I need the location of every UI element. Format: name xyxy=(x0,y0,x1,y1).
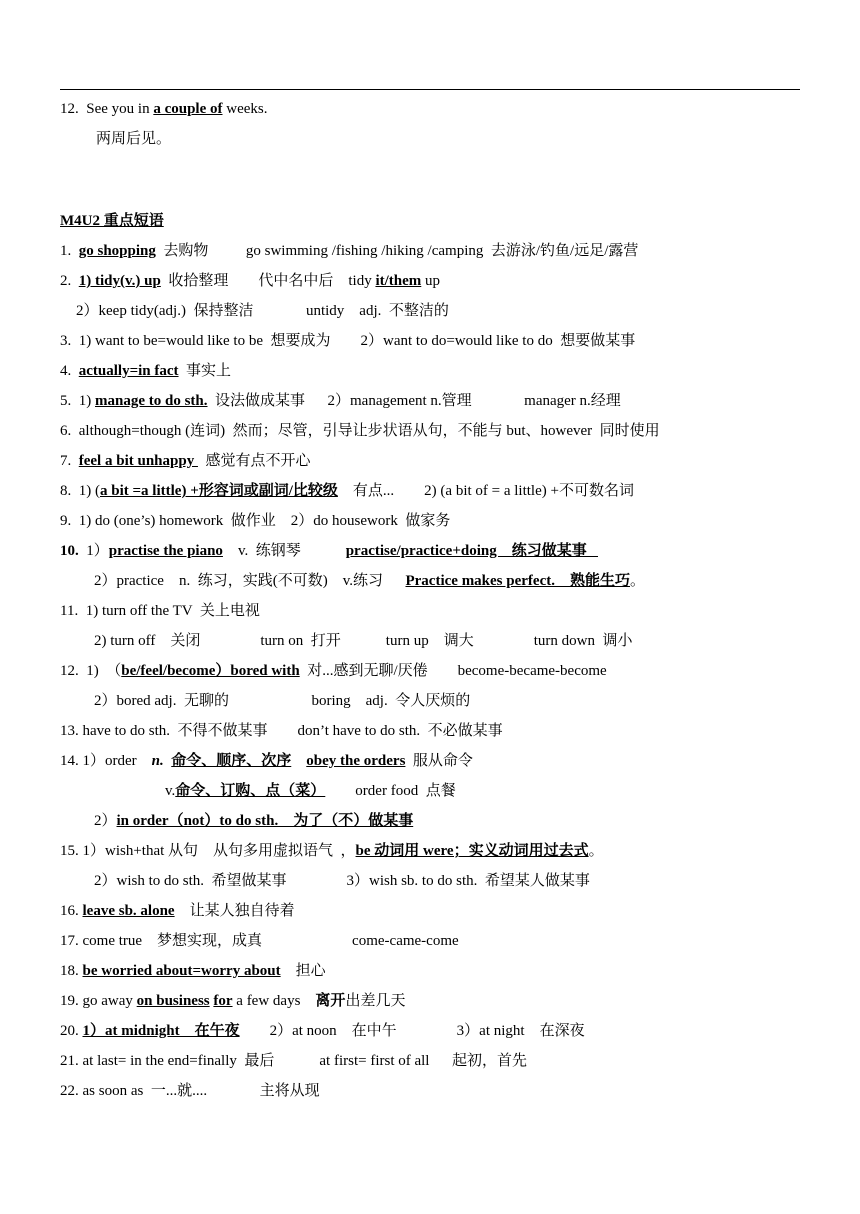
section-title xyxy=(60,211,164,231)
phrase-item-3: 3. 1) want to be=would like to be 想要成为 2）want to do=would like to do 想要做某事 xyxy=(60,333,636,349)
key-phrase: for xyxy=(213,993,233,1009)
phrase-item-5: 5. 1) manage to do sth. 设法做成某事 2）management n.管理 manager n.经理 xyxy=(60,393,621,409)
phrase-item-11-sub: 2) turn off 关闭 turn on 打开 turn up 调大 turn down 调小 xyxy=(94,633,633,649)
key-phrase: practise/practice+doing 练习做某事 xyxy=(345,543,598,559)
phrase-item-8: 8. 1) (a bit =a little) +形容词或副词/比较级 有点... 2) (a bit of = a little) +不可数名词 xyxy=(60,483,634,499)
phrase-item-14: 14. 1）order n. 命令、顺序、次序 obey the orders 服从命令 xyxy=(60,753,473,769)
phrase-item-16: 16. leave sb. alone 让某人独自待着 xyxy=(60,903,295,919)
key-phrase: 1) tidy(v.) up xyxy=(78,273,161,289)
key-phrase: 命令、订购、点（菜） xyxy=(175,783,326,799)
phrase-item-10-sub: 2）practice n. 练习，实践(不可数) v.练习 Practice makes perfect. 熟能生巧。 xyxy=(94,573,646,589)
key-phrase: Practice makes perfect. 熟能生巧 xyxy=(405,573,630,589)
key-phrase: practise the piano xyxy=(108,543,223,559)
key-phrase: a bit =a little) +形容词或副词/比较级 xyxy=(100,483,338,499)
key-phrase: leave sb. alone xyxy=(82,903,175,919)
key-phrase: it/them xyxy=(375,273,422,289)
intro-sentence xyxy=(60,99,268,119)
phrase-item-11: 11. 1) turn off the TV 关上电视 xyxy=(60,603,260,619)
key-phrase: be/feel/become）bored with xyxy=(121,663,300,679)
phrase-item-17: 17. come true 梦想实现，成真 come-came-come xyxy=(60,933,459,949)
phrase-item-2: 2. 1) tidy(v.) up 收拾整理 代中名中后 tidy it/them up xyxy=(60,273,441,289)
phrase-item-20: 20. 1）at midnight 在午夜 2）at noon 在中午 3）at night 在深夜 xyxy=(60,1023,585,1039)
key-phrase: in order（not）to do sth. 为了（不）做某事 xyxy=(116,813,414,829)
phrase-item-9: 9. 1) do (one’s) homework 做作业 2）do housework 做家务 xyxy=(60,513,451,529)
sentence-text: 12. See you in xyxy=(60,101,154,117)
phrase-item-2-sub: 2）keep tidy(adj.) 保持整洁 untidy adj. 不整洁的 xyxy=(76,303,449,319)
key-phrase: obey the orders xyxy=(306,753,406,769)
sentence-text: weeks. xyxy=(222,101,268,117)
phrase-item-1: 1. go shopping 去购物 go swimming /fishing /hiking /camping 去游泳/钓鱼/远足/露营 xyxy=(60,243,639,259)
phrase-item-15: 15. 1）wish+that 从句 从句多用虚拟语气 ，be 动词用 were；实义动词用过去式。 xyxy=(60,843,604,859)
key-phrase: 命令、顺序、次序 xyxy=(171,753,292,769)
key-phrase: 1）at midnight 在午夜 xyxy=(82,1023,240,1039)
phrase-item-7: 7. feel a bit unhappy 感觉有点不开心 xyxy=(60,453,311,469)
phrase-item-14-sub: 2）in order（not）to do sth. 为了（不）做某事 xyxy=(94,813,414,829)
top-divider xyxy=(60,89,800,90)
key-phrase: be worried about=worry about xyxy=(82,963,281,979)
phrase-item-6: 6. although=though (连词) 然而；尽管，引导让步状语从句，不能与 but、however 同时使用 xyxy=(60,423,660,439)
translation-text: 两周后见。 xyxy=(96,131,172,147)
phrase-item-18: 18. be worried about=worry about 担心 xyxy=(60,963,326,979)
section-title-text: M4U2 重点短语 xyxy=(60,213,164,229)
phrase-item-14-verb: v.命令、订购、点（菜） order food 点餐 xyxy=(165,783,456,799)
key-phrase: feel a bit unhappy xyxy=(78,453,198,469)
key-phrase: manage to do sth. xyxy=(95,393,208,409)
phrase-item-10: 10. 1）practise the piano v. 练钢琴 practise/practice+doing 练习做某事 xyxy=(60,543,598,559)
phrase-item-22: 22. as soon as 一...就.... 主将从现 xyxy=(60,1083,320,1099)
phrase-item-4: 4. actually=in fact 事实上 xyxy=(60,363,232,379)
key-phrase: go shopping xyxy=(78,243,156,259)
phrase-item-13: 13. have to do sth. 不得不做某事 don’t have to do sth. 不必做某事 xyxy=(60,723,503,739)
key-phrase: a couple of xyxy=(153,101,223,117)
phrase-item-12: 12. 1) （be/feel/become）bored with 对...感到无聊/厌倦 become-became-become xyxy=(60,663,607,679)
key-phrase: on business xyxy=(136,993,210,1009)
phrase-item-21: 21. at last= in the end=finally 最后 at first= first of all 起初，首先 xyxy=(60,1053,527,1069)
phrase-item-15-sub: 2）wish to do sth. 希望做某事 3）wish sb. to do sth. 希望某人做某事 xyxy=(94,873,590,889)
key-phrase: be 动词用 were；实义动词用过去式 xyxy=(355,843,589,859)
intro-translation xyxy=(96,129,171,149)
phrase-item-12-sub: 2）bored adj. 无聊的 boring adj. 令人厌烦的 xyxy=(94,693,471,709)
key-phrase: actually=in fact xyxy=(78,363,179,379)
phrase-item-19: 19. go away on business for a few days 离开出差几天 xyxy=(60,993,406,1009)
